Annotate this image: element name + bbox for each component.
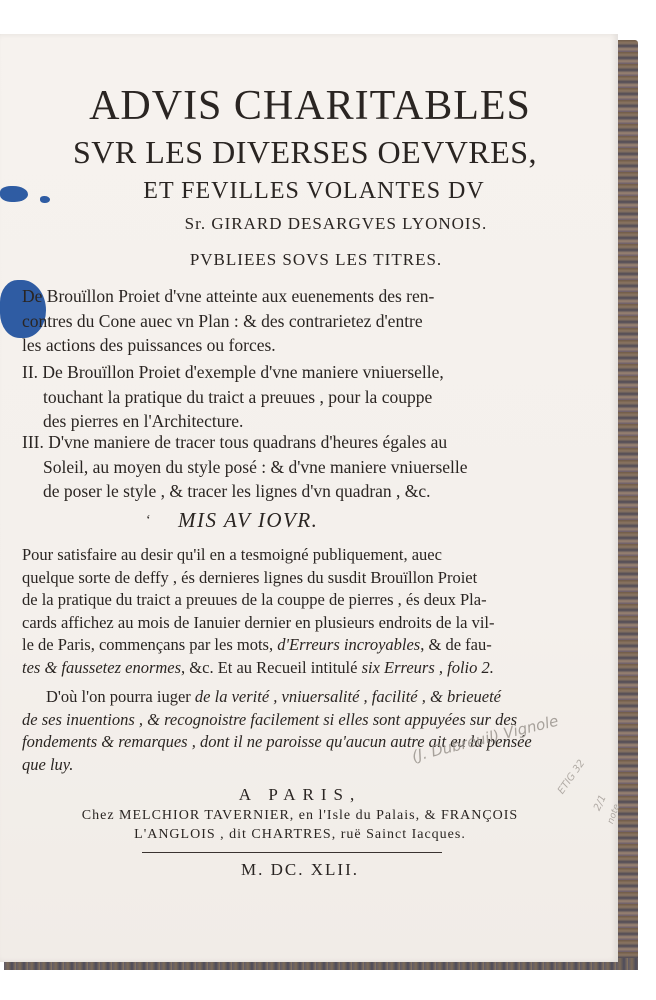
title-line-5: PVBLIEES SOVS LES TITRES. xyxy=(189,250,443,269)
text-run: le de Paris, commençans par les mots, xyxy=(22,635,274,654)
pencil-annotation-note: 2/1 xyxy=(592,793,609,813)
title-line-1: ADVIS CHARITABLES xyxy=(89,83,531,129)
list-item-line: les actions des puissances ou forces. xyxy=(22,335,276,355)
text-run: , &c. Et au Recueil intitulé xyxy=(181,657,362,677)
paragraph-line: cards affichez au mois de Ianuier dernier en plusieurs endroits de la vil- xyxy=(22,612,495,632)
italic-run: de la verité , vniuersalité , facilité , & brieueté xyxy=(194,687,502,706)
title-line-3: ET FEVILLES VOLANTES DV xyxy=(143,178,485,204)
italic-run: tes & faussetez enormes xyxy=(22,657,182,677)
pencil-annotation-note: ETIG 32 xyxy=(556,758,588,797)
paragraph-line: fondements & remarques , dont il ne paroisse qu'aucun autre ait eu la pensée xyxy=(22,732,532,751)
title-line-2: SVR LES DIVERSES OEVVRES, xyxy=(72,134,538,170)
printer-mark: ‘ xyxy=(146,513,151,528)
list-item-line: II. De Brouïllon Proiet d'exemple d'vne maniere vniuerselle, xyxy=(22,362,444,382)
imprint-publisher-line-2: L'ANGLOIS , dit CHARTRES, ruë Sainct Iacques. xyxy=(134,827,466,842)
list-item-line: des pierres en l'Architecture. xyxy=(43,411,244,431)
italic-run: d'Erreurs incroyables xyxy=(273,635,421,654)
paragraph-line xyxy=(22,686,532,709)
imprint-rule xyxy=(142,852,442,853)
pencil-annotation: (J. Dubreuil) Vignole xyxy=(410,711,561,766)
list-item-line: touchant la pratique du traict a preuues , pour la couppe xyxy=(43,386,433,407)
paragraph-line: quelque sorte de deffy , és dernieres lignes du susdit Brouïllon Proiet xyxy=(22,567,478,587)
paragraph-line: de la pratique du traict a preuues de la couppe de pierres , és deux Pla- xyxy=(22,590,487,609)
list-item-line: Soleil, au moyen du style posé : & d'vne maniere vniuerselle xyxy=(43,456,468,477)
list-item-line: contres du Cone auec vn Plan : & des contrarietez d'entre xyxy=(22,310,423,331)
paragraph-line: que luy. xyxy=(22,754,74,774)
list-item-line: De Brouïllon Proiet d'vne atteinte aux euenements des ren- xyxy=(22,286,435,306)
mis-au-iour-heading: MIS AV IOVR. xyxy=(178,508,319,532)
imprint-city: A PARIS, xyxy=(238,785,362,804)
list-item-2 xyxy=(22,360,444,434)
paragraph-line xyxy=(22,634,495,657)
list-item-3 xyxy=(22,430,468,504)
title-line-4: Sr. GIRARD DESARGVES LYONOIS. xyxy=(184,214,488,233)
list-item-line: de poser le style , & tracer les lignes d'vn quadran , &c. xyxy=(43,481,431,501)
paragraph-1 xyxy=(22,544,495,679)
list-item-line: III. D'vne maniere de tracer tous quadrans d'heures égales au xyxy=(22,432,448,452)
imprint-publisher-line-1: Chez MELCHIOR TAVERNIER, en l'Isle du Palais, & FRANÇOIS xyxy=(81,808,519,823)
text-run: D'où l'on pourra iuger xyxy=(46,687,195,706)
list-item-1 xyxy=(22,284,434,358)
paragraph-2 xyxy=(22,686,532,776)
imprint-date: M. DC. XLII. xyxy=(241,860,359,879)
paragraph-line xyxy=(22,657,495,680)
text-run: , & de fau- xyxy=(420,635,492,654)
pencil-annotation-note: note xyxy=(606,802,623,826)
paragraph-line: Pour satisfaire au desir qu'il en a tesmoigné publiquement, auec xyxy=(22,545,442,564)
italic-run: six Erreurs , folio 2. xyxy=(361,657,494,677)
paragraph-line: de ses inuentions , & recognoistre facilement si elles sont appuyées sur des xyxy=(22,709,518,729)
